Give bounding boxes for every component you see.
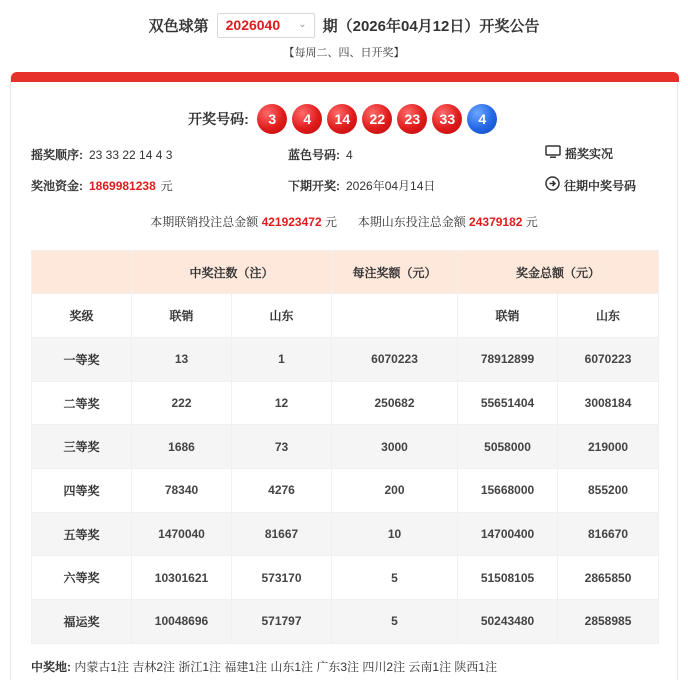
chevron-down-icon: ⌄ bbox=[298, 18, 307, 30]
blue-ball: 4 bbox=[467, 104, 497, 134]
header-cell: 奖级 bbox=[32, 294, 132, 338]
draw-schedule: 【每周二、四、日开奖】 bbox=[283, 47, 405, 59]
blue-number bbox=[288, 146, 353, 163]
red-ball: 23 bbox=[397, 104, 427, 134]
table-cell: 4276 bbox=[232, 469, 332, 513]
table-row bbox=[32, 512, 659, 556]
arrow-circle-icon bbox=[545, 176, 560, 194]
table-row bbox=[32, 600, 659, 644]
blue-number-value: 4 bbox=[346, 147, 353, 162]
table-cell: 50243480 bbox=[458, 600, 558, 644]
live-draw-label: 摇奖实况 bbox=[565, 147, 614, 161]
table-cell: 14700400 bbox=[458, 512, 558, 556]
red-ball: 3 bbox=[257, 104, 287, 134]
table-cell: 200 bbox=[332, 469, 458, 513]
red-ball: 4 bbox=[292, 104, 322, 134]
header-cell: 奖金总额（元） bbox=[458, 251, 659, 294]
prize-table bbox=[31, 250, 659, 644]
table-cell: 1686 bbox=[132, 425, 232, 469]
winning-numbers bbox=[0, 104, 688, 134]
table-cell: 51508105 bbox=[458, 556, 558, 600]
header-cell bbox=[332, 294, 458, 338]
issue-select[interactable] bbox=[217, 13, 315, 38]
table-cell: 222 bbox=[132, 381, 232, 425]
table-cell: 12 bbox=[232, 381, 332, 425]
table-cell: 573170 bbox=[232, 556, 332, 600]
table-sub-header bbox=[32, 294, 659, 338]
header-cell: 中奖注数（注） bbox=[132, 251, 332, 294]
table-cell: 5 bbox=[332, 600, 458, 644]
red-ball: 33 bbox=[432, 104, 462, 134]
next-draw-label: 下期开奖: bbox=[288, 179, 340, 193]
union-sales-unit: 元 bbox=[324, 215, 337, 229]
table-cell: 10048696 bbox=[132, 600, 232, 644]
draw-order-value: 23 33 22 14 4 3 bbox=[89, 147, 173, 162]
prize-pool-value: 1869981238 bbox=[89, 178, 156, 193]
table-cell: 55651404 bbox=[458, 381, 558, 425]
sd-sales-unit: 元 bbox=[525, 215, 538, 229]
table-cell: 1 bbox=[232, 338, 332, 382]
table-cell: 6070223 bbox=[332, 338, 458, 382]
prize-level-cell: 二等奖 bbox=[32, 381, 132, 425]
draw-order bbox=[31, 146, 172, 163]
table-cell: 250682 bbox=[332, 381, 458, 425]
header-cell: 山东 bbox=[558, 294, 659, 338]
winning-regions bbox=[31, 658, 497, 675]
table-cell: 571797 bbox=[232, 600, 332, 644]
table-cell: 5058000 bbox=[458, 425, 558, 469]
page-title bbox=[0, 12, 688, 38]
prize-level-cell: 福运奖 bbox=[32, 600, 132, 644]
next-draw bbox=[288, 177, 435, 194]
table-cell: 219000 bbox=[558, 425, 659, 469]
title-suffix: 期（2026年04月12日）开奖公告 bbox=[322, 17, 540, 35]
next-draw-value: 2026年04月14日 bbox=[346, 179, 436, 193]
table-cell: 816670 bbox=[558, 512, 659, 556]
draw-order-label: 摇奖顺序: bbox=[31, 148, 83, 162]
sd-sales-label: 本期山东投注总金额 bbox=[357, 215, 466, 229]
table-cell: 78340 bbox=[132, 469, 232, 513]
table-row bbox=[32, 469, 659, 513]
sd-sales-value: 24379182 bbox=[469, 215, 523, 229]
red-ball: 22 bbox=[362, 104, 392, 134]
table-row bbox=[32, 381, 659, 425]
table-cell: 81667 bbox=[232, 512, 332, 556]
card-top-bar bbox=[11, 72, 679, 82]
table-cell: 3000 bbox=[332, 425, 458, 469]
table-cell: 855200 bbox=[558, 469, 659, 513]
history-link[interactable] bbox=[545, 176, 636, 194]
title-prefix: 双色球第 bbox=[148, 17, 209, 35]
table-row bbox=[32, 425, 659, 469]
table-cell: 3008184 bbox=[558, 381, 659, 425]
header-cell bbox=[32, 251, 132, 294]
table-cell: 10 bbox=[332, 512, 458, 556]
table-cell: 1470040 bbox=[132, 512, 232, 556]
table-cell: 6070223 bbox=[558, 338, 659, 382]
table-cell: 73 bbox=[232, 425, 332, 469]
prize-level-cell: 三等奖 bbox=[32, 425, 132, 469]
table-group-header bbox=[32, 251, 659, 294]
issue-value: 2026040 bbox=[225, 17, 281, 33]
table-cell: 15668000 bbox=[458, 469, 558, 513]
table-cell: 78912899 bbox=[458, 338, 558, 382]
winning-regions-value: 内蒙古1注 吉林2注 浙江1注 福建1注 山东1注 广东3注 四川2注 云南1注 陕西1注 bbox=[74, 660, 498, 674]
monitor-icon bbox=[545, 145, 561, 162]
table-row bbox=[32, 338, 659, 382]
table-cell: 10301621 bbox=[132, 556, 232, 600]
table-cell: 13 bbox=[132, 338, 232, 382]
prize-level-cell: 六等奖 bbox=[32, 556, 132, 600]
live-draw-link[interactable] bbox=[545, 145, 613, 162]
table-cell: 2865850 bbox=[558, 556, 659, 600]
sales-summary bbox=[0, 213, 688, 230]
prize-pool-label: 奖池资金: bbox=[31, 179, 83, 193]
prize-pool-unit: 元 bbox=[160, 179, 173, 193]
union-sales-value: 421923472 bbox=[261, 215, 322, 229]
winning-numbers-label: 开奖号码: bbox=[188, 111, 249, 127]
prize-level-cell: 四等奖 bbox=[32, 469, 132, 513]
header-cell: 联销 bbox=[132, 294, 232, 338]
prize-level-cell: 一等奖 bbox=[32, 338, 132, 382]
header-cell: 联销 bbox=[458, 294, 558, 338]
history-label: 往期中奖号码 bbox=[564, 178, 637, 193]
red-ball: 14 bbox=[327, 104, 357, 134]
prize-level-cell: 五等奖 bbox=[32, 512, 132, 556]
header-cell: 每注奖额（元） bbox=[332, 251, 458, 294]
header-cell: 山东 bbox=[232, 294, 332, 338]
blue-number-label: 蓝色号码: bbox=[288, 148, 340, 162]
union-sales-label: 本期联销投注总金额 bbox=[150, 215, 259, 229]
table-row bbox=[32, 556, 659, 600]
winning-regions-label: 中奖地: bbox=[31, 660, 71, 674]
prize-pool bbox=[31, 177, 173, 194]
table-cell: 5 bbox=[332, 556, 458, 600]
table-cell: 2858985 bbox=[558, 600, 659, 644]
